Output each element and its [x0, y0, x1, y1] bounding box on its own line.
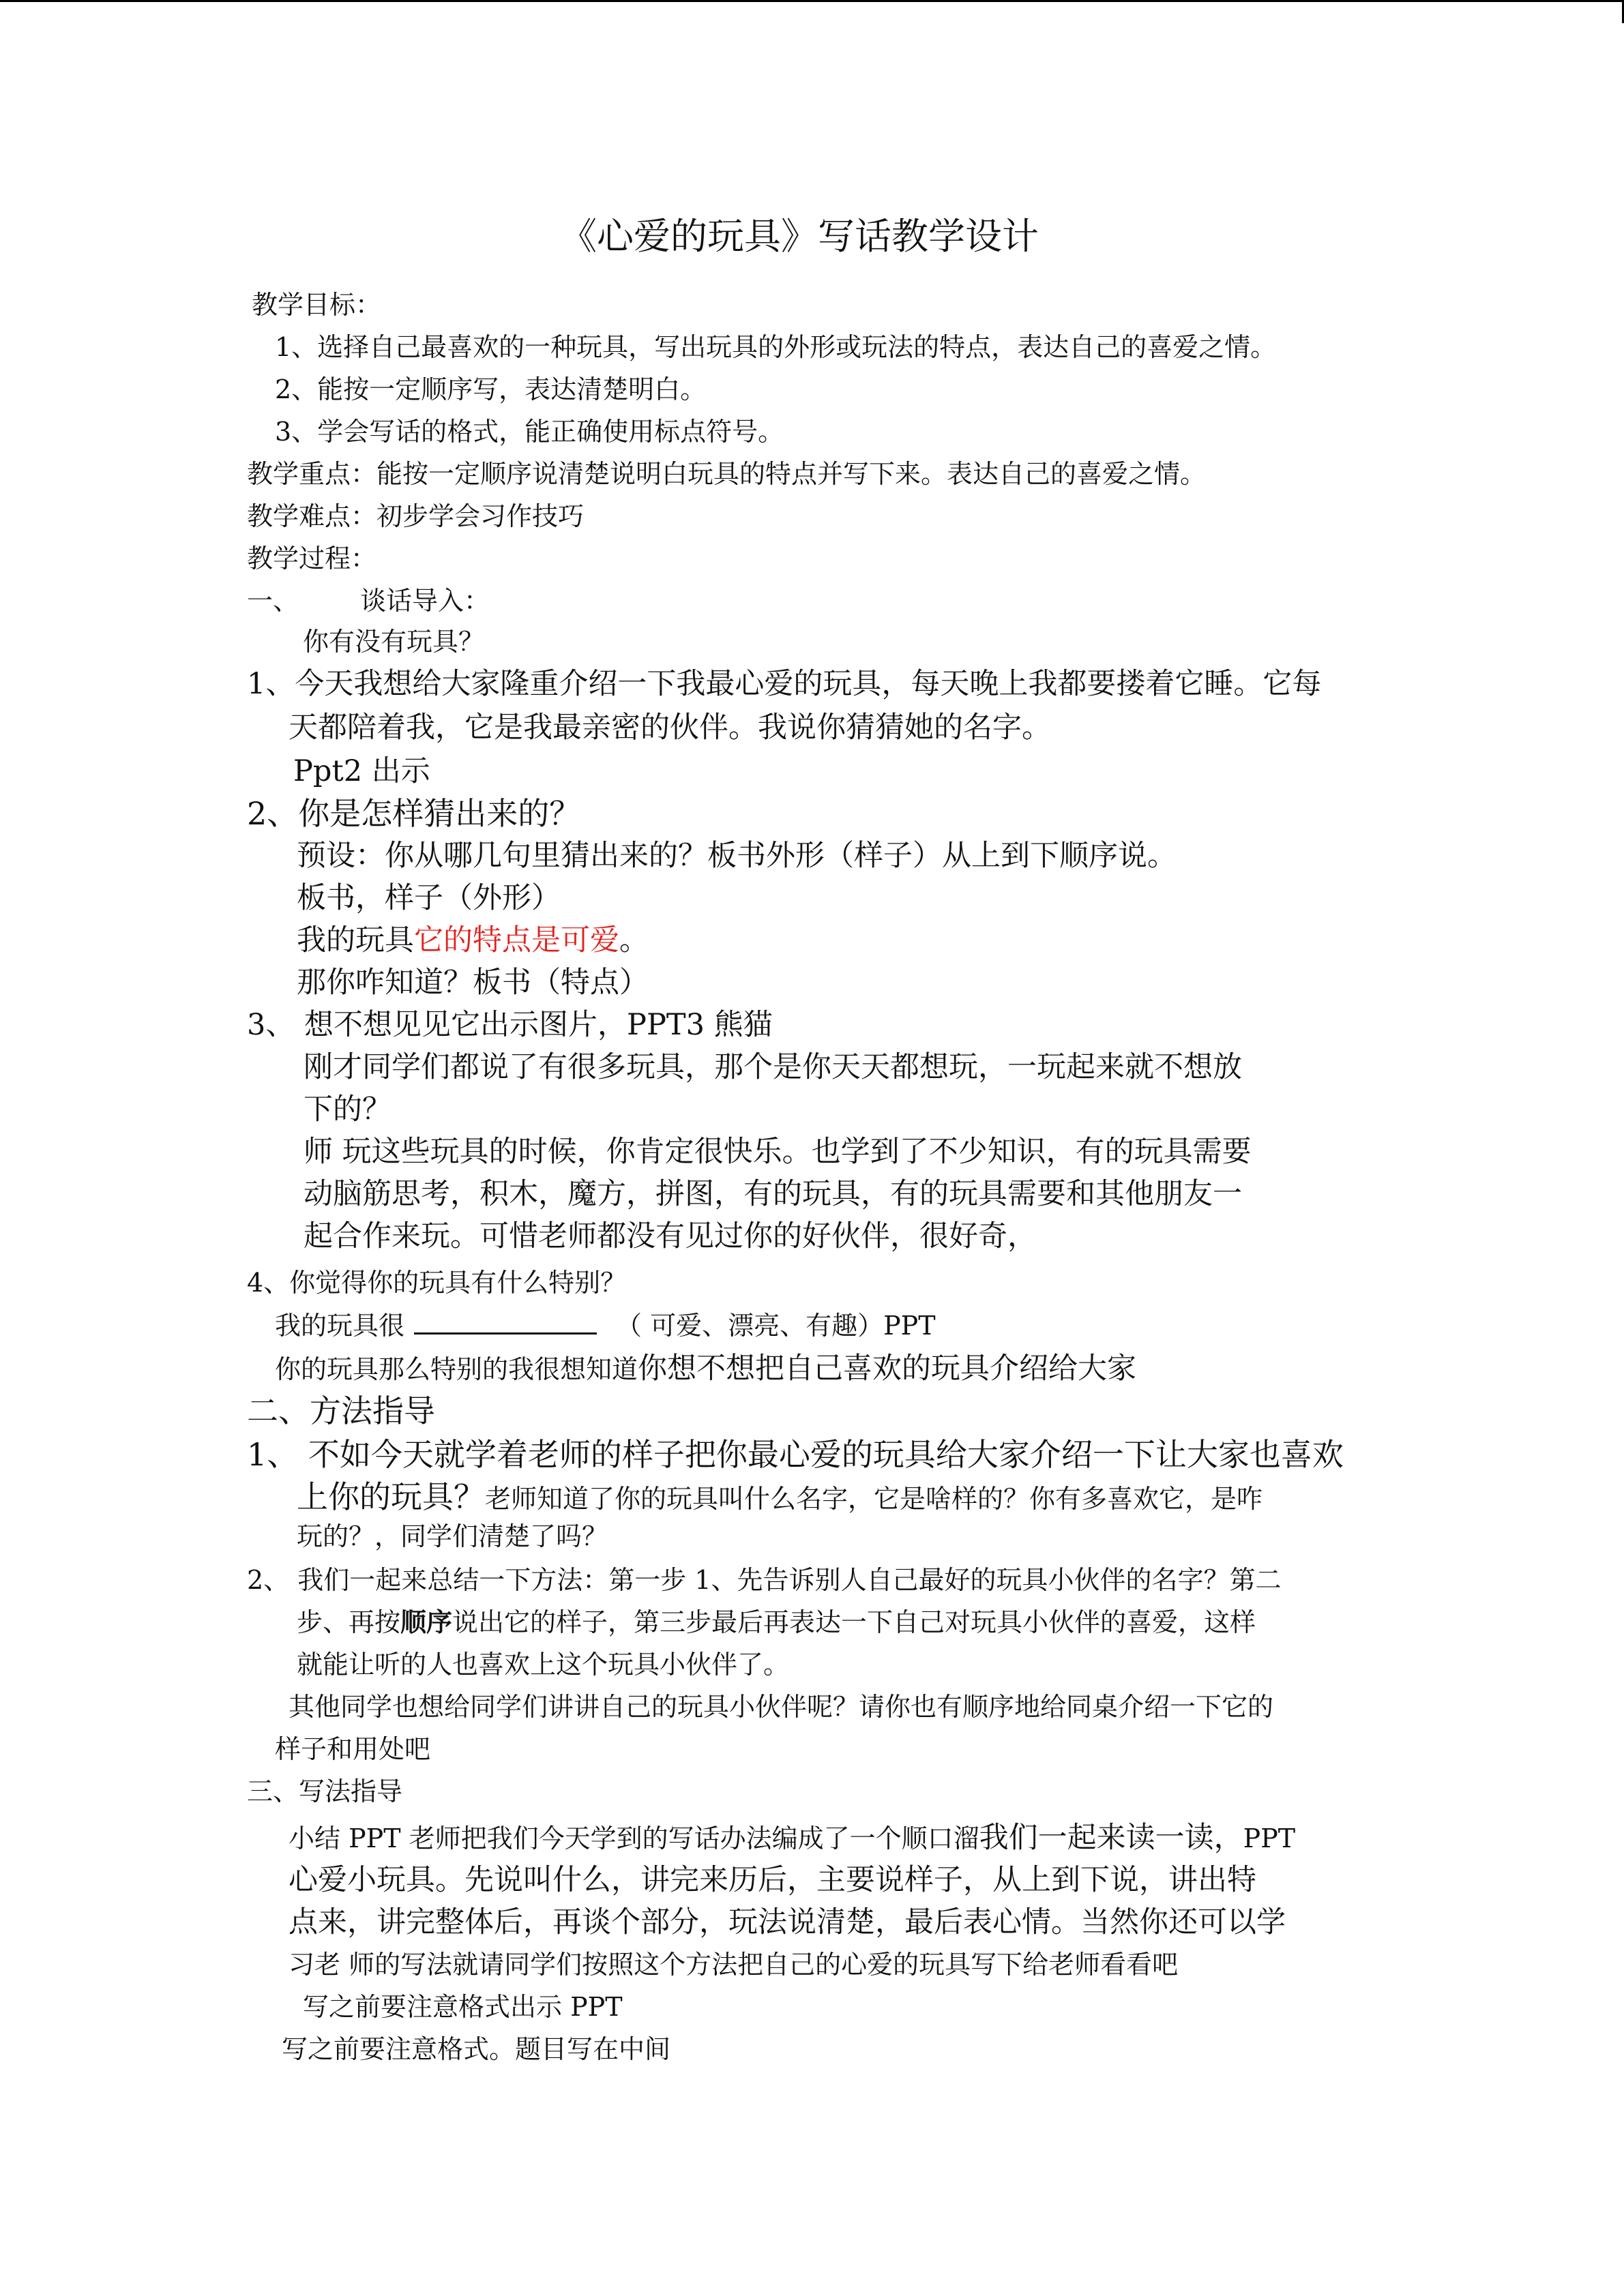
- text-segment: 老师知道了你的玩具叫什么名字，它是啥样的？你有多喜欢它，是咋: [485, 1484, 1263, 1514]
- text-segment: PPT: [1243, 1823, 1296, 1853]
- goals-heading: 教学目标：: [252, 290, 382, 320]
- paragraph-line: 习老 师的写法就请同学们按照这个方法把自己的心爱的玩具写下给老师看看吧: [289, 1950, 1179, 1980]
- key-point: 教学重点：能按一定顺序说清楚说明白玩具的特点并写下来。表达自己的喜爱之情。: [247, 459, 1207, 489]
- part1-heading: 谈话导入：: [360, 586, 490, 616]
- paragraph-line: 预设：你从哪几句里猜出来的？板书外形（样子）从上到下顺序说。: [297, 839, 1177, 873]
- paragraph-line: 其他同学也想给同学们讲讲自己的玩具小伙伴呢？请你也有顺序地给同桌介绍一下它的: [289, 1692, 1274, 1722]
- paragraph-line: 写之前要注意格式。题目写在中间: [282, 2034, 671, 2064]
- goal-item: 1、选择自己最喜欢的一种玩具，写出玩具的外形或玩法的特点，表达自己的喜爱之情。: [275, 332, 1277, 362]
- section-heading: 三、写法指导: [247, 1776, 403, 1806]
- paragraph-line: 3、 想不想见见它出示图片，PPT3 熊猫: [247, 1008, 773, 1042]
- paragraph-line: 1、 不如今天就学着老师的样子把你最心爱的玩具给大家介绍一下让大家也喜欢: [247, 1436, 1344, 1473]
- text-segment: 你的玩具那么特别的我很想知道: [275, 1354, 638, 1384]
- paragraph-line: 2、 我们一起来总结一下方法：第一步 1、先告诉别人自己最好的玩具小伙伴的名字？第二: [247, 1565, 1282, 1595]
- paragraph-line: [297, 923, 649, 957]
- part1-number: 一、: [247, 586, 299, 616]
- text-segment: 说出它的样子，第三步最后再表达一下自己对玩具小伙伴的喜爱，这样: [452, 1607, 1256, 1637]
- paragraph-line: 师 玩这些玩具的时候，你肯定很快乐。也学到了不少知识，有的玩具需要: [304, 1135, 1252, 1169]
- paragraph-line: 玩的？，同学们清楚了吗？: [297, 1521, 608, 1551]
- paragraph-line: 那你咋知道？板书（特点）: [297, 966, 649, 1000]
- text-segment: 我的玩具很: [275, 1311, 405, 1341]
- emphasized-text: 顺序: [400, 1607, 453, 1637]
- text-segment: 。: [619, 923, 649, 957]
- page-top-border: [0, 0, 1624, 2]
- goal-item: 2、能按一定顺序写，表达清楚明白。: [275, 374, 707, 404]
- text-segment: （ 可爱、漂亮、有趣）PPT: [616, 1311, 936, 1341]
- paragraph-line: [275, 1354, 1136, 1384]
- paragraph-line: 板书，样子（外形）: [297, 881, 561, 915]
- paragraph-line: [289, 1823, 1295, 1853]
- paragraph-line: 下的？: [304, 1092, 392, 1127]
- goal-item: 3、学会写话的格式，能正确使用标点符号。: [275, 417, 784, 447]
- paragraph-line: 就能让听的人也喜欢上这个玩具小伙伴了。: [297, 1650, 790, 1680]
- text-segment: 步、再按: [297, 1607, 401, 1637]
- text-segment: 我们一起来读一读，: [979, 1821, 1243, 1855]
- text-segment: 我的玩具: [297, 923, 414, 957]
- page-title: 《心爱的玩具》写话教学设计: [560, 215, 1039, 258]
- paragraph-line: 起合作来玩。可惜老师都没有见过你的好伙伴，很好奇，: [304, 1219, 1037, 1253]
- paragraph-line: [297, 1609, 1256, 1635]
- paragraph-line: 心爱小玩具。先说叫什么，讲完来历后，主要说样子，从上到下说，讲出特: [289, 1863, 1256, 1897]
- question: 你有没有玩具？: [303, 627, 485, 657]
- paragraph-line: [297, 1478, 1263, 1515]
- paragraph-line: 动脑筋思考，积木，魔方，拼图，有的玩具，有的玩具需要和其他朋友一: [304, 1177, 1242, 1211]
- paragraph-line: 1、今天我想给大家隆重介绍一下我最心爱的玩具，每天晚上我都要搂着它睡。它每: [247, 667, 1322, 701]
- paragraph-line: 4、你觉得你的玩具有什么特别？: [247, 1268, 627, 1298]
- paragraph-line: 点来，讲完整体后，再谈个部分，玩法说清楚，最后表心情。当然你还可以学: [289, 1905, 1286, 1939]
- highlighted-text: 它的特点是可爱: [414, 923, 619, 957]
- process-heading: 教学过程：: [247, 543, 377, 573]
- answer-blank: [414, 1312, 597, 1335]
- section-heading: 二、方法指导: [247, 1392, 435, 1429]
- difficulty: 教学难点：初步学会习作技巧: [247, 501, 585, 531]
- text-segment: 小结 PPT 老师把我们今天学到的写话办法编成了一个顺口溜: [289, 1823, 979, 1853]
- ppt-note: Ppt2 出示: [293, 754, 430, 788]
- paragraph-line: 天都陪着我，它是我最亲密的伙伴。我说你猜猜她的名字。: [289, 711, 1051, 745]
- paragraph-line: 写之前要注意格式出示 PPT: [303, 1992, 623, 2022]
- fill-in-line: [275, 1312, 936, 1339]
- paragraph-line: 2、你是怎样猜出来的？: [247, 795, 581, 832]
- text-segment: 你想不想把自己喜欢的玩具介绍给大家: [638, 1352, 1137, 1386]
- paragraph-line: 样子和用处吧: [275, 1734, 431, 1764]
- text-segment: 上你的玩具？: [297, 1478, 485, 1515]
- paragraph-line: 刚才同学们都说了有很多玩具，那个是你天天都想玩，一玩起来就不想放: [304, 1050, 1242, 1084]
